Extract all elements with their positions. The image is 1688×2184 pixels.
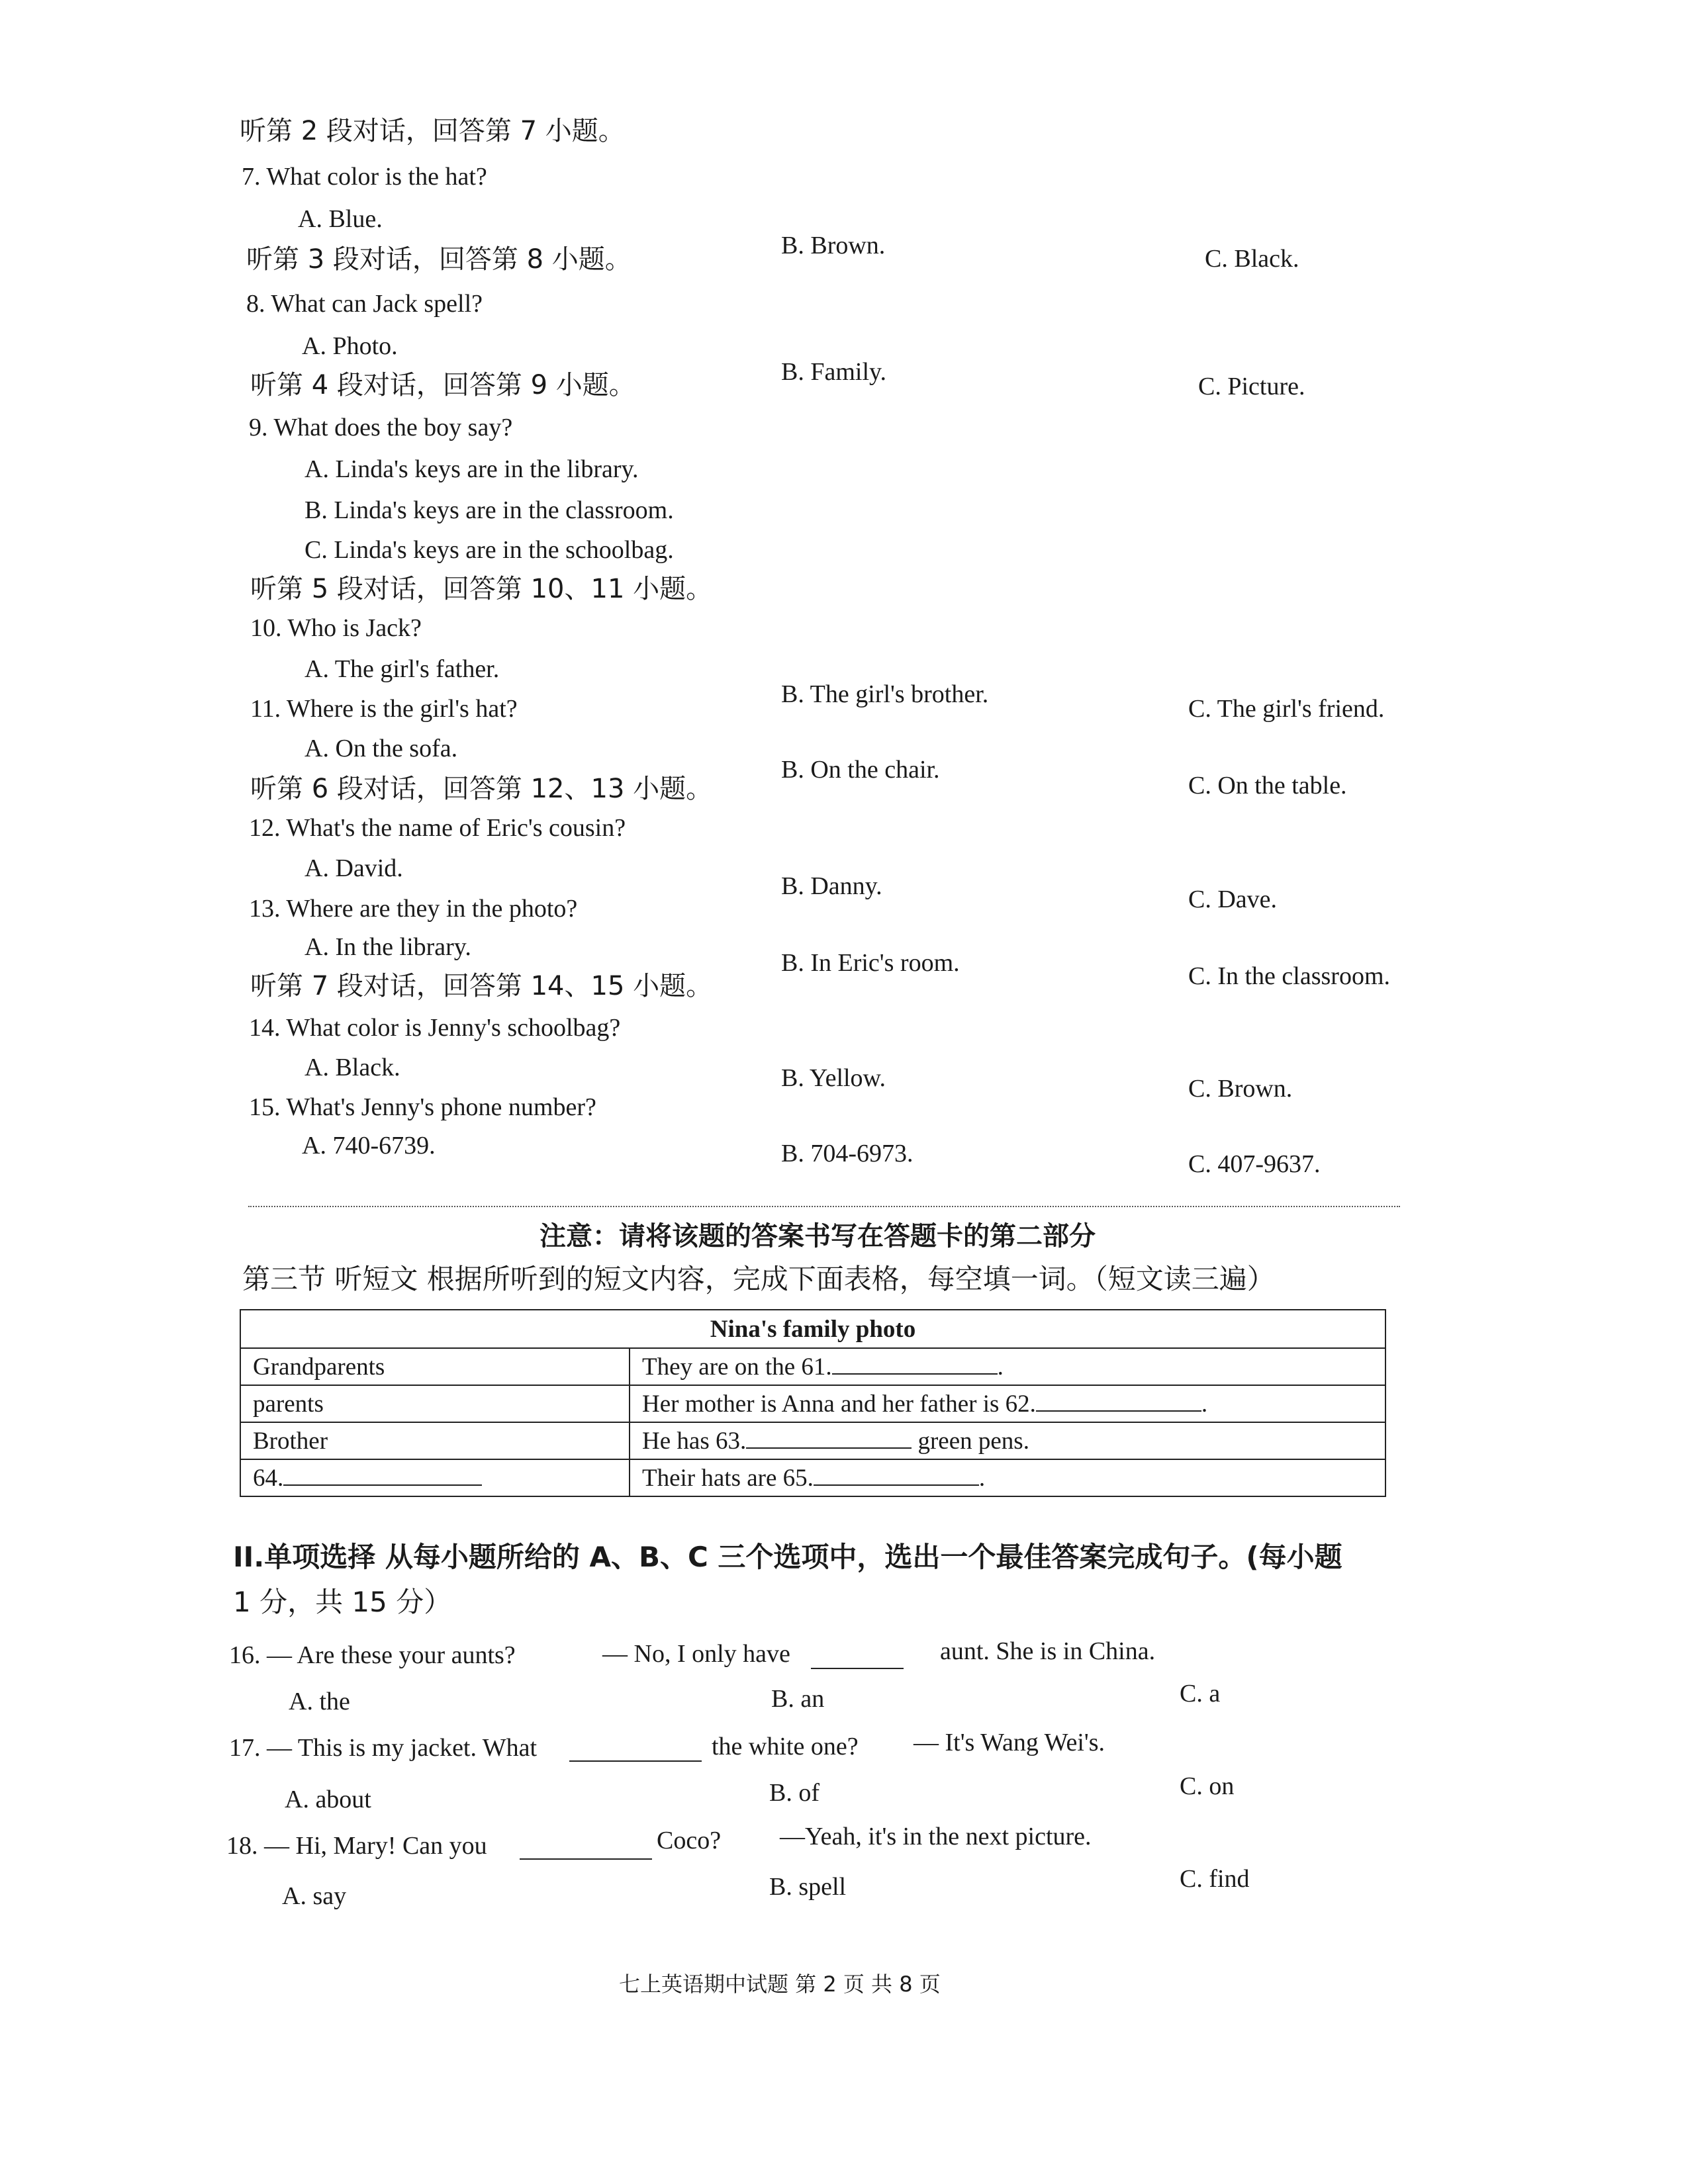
q10-option-a: A. The girl's father. [305,655,500,683]
row-text: Their hats are 65. [642,1464,814,1492]
q14-option-b: B. Yellow. [781,1064,886,1092]
blank-64[interactable] [283,1465,482,1486]
q12-option-b: B. Danny. [781,872,882,900]
q16-option-c: C. a [1180,1680,1221,1707]
row-text-pre: He has 63. [642,1427,747,1455]
dialogue-3-instruction: 听第 3 段对话，回答第 8 小题。 [246,244,632,275]
q16-option-a: A. the [289,1688,350,1715]
question-11: 11. Where is the girl's hat? [250,695,518,723]
part-2-heading-cont: 1 分，共 15 分） [233,1586,452,1618]
question-18: 18. — Hi, Mary! Can you [226,1832,487,1860]
question-15: 15. What's Jenny's phone number? [249,1093,596,1121]
q9-option-c: C. Linda's keys are in the schoolbag. [305,536,674,564]
q17-option-b: B. of [769,1779,820,1807]
dialogue-2-instruction: 听第 2 段对话，回答第 7 小题。 [240,116,625,146]
question-13: 13. Where are they in the photo? [249,895,578,923]
table-row [240,1459,1385,1496]
section-divider [248,1206,1400,1207]
q10-option-b: B. The girl's brother. [781,680,989,708]
q9-option-a: A. Linda's keys are in the library. [305,455,639,483]
question-17: 17. — This is my jacket. What [229,1734,538,1762]
q12-option-c: C. Dave. [1188,886,1278,913]
q15-option-a: A. 740-6739. [302,1132,436,1160]
row-label [240,1459,630,1496]
row-label: Grandparents [240,1348,630,1385]
q18-option-c: C. find [1180,1865,1250,1893]
q11-option-c: C. On the table. [1188,772,1347,799]
q14-option-a: A. Black. [305,1054,400,1081]
question-14: 14. What color is Jenny's schoolbag? [249,1014,621,1042]
dialogue-6-instruction: 听第 6 段对话，回答第 12、13 小题。 [250,774,713,804]
row-content: They are on the 61. . [630,1348,1385,1385]
q18-option-b: B. spell [769,1873,847,1901]
row-text: Her mother is Anna and her father is 62. [642,1390,1036,1418]
q7-option-b: B. Brown. [781,232,886,259]
q9-option-b: B. Linda's keys are in the classroom. [305,496,674,524]
page-footer: 七上英语期中试题 第 2 页 共 8 页 [619,1972,941,1997]
row-content: Their hats are 65. . [630,1459,1385,1496]
table-title: Nina's family photo [240,1310,1385,1348]
q17-option-c: C. on [1180,1772,1235,1800]
row-label: Brother [240,1422,630,1459]
q18-tail: —Yeah, it's in the next picture. [780,1823,1092,1850]
answer-card-note: 注意：请将该题的答案书写在答题卡的第二部分 [539,1221,1096,1251]
table-row [240,1385,1385,1422]
row-content [630,1422,1385,1459]
q13-option-b: B. In Eric's room. [781,949,960,977]
part-2-heading: II.单项选择 从每小题所给的 A、B、C 三个选项中，选出一个最佳答案完成句子。(每小题 [233,1541,1342,1573]
q10-option-c: C. The girl's friend. [1188,695,1385,723]
question-16: 16. — Are these your aunts? [229,1641,516,1669]
q14-option-c: C. Brown. [1188,1075,1293,1103]
q16-option-b: B. an [771,1685,825,1713]
table-row [240,1422,1385,1459]
q17-tail: — It's Wang Wei's. [914,1729,1105,1756]
dialogue-4-instruction: 听第 4 段对话，回答第 9 小题。 [250,370,635,400]
question-7: 7. What color is the hat? [242,163,487,191]
blank-16[interactable] [811,1648,904,1669]
q16-mid: — No, I only have [602,1640,790,1668]
table-row [240,1348,1385,1385]
blank-17[interactable] [569,1741,702,1762]
q13-option-c: C. In the classroom. [1188,962,1391,990]
q7-option-a: A. Blue. [298,205,383,233]
q17-option-a: A. about [285,1786,371,1813]
q8-option-a: A. Photo. [302,332,398,360]
row-text: They are on the 61. [642,1353,832,1381]
dialogue-5-instruction: 听第 5 段对话，回答第 10、11 小题。 [250,574,713,604]
q16-tail: aunt. She is in China. [940,1637,1156,1665]
row-content: Her mother is Anna and her father is 62. . [630,1385,1385,1422]
q15-option-b: B. 704-6973. [781,1140,914,1167]
blank-18[interactable] [520,1839,652,1860]
q7-option-c: C. Black. [1205,245,1299,273]
dialogue-7-instruction: 听第 7 段对话，回答第 14、15 小题。 [250,971,713,1001]
blank-64-label: 64. [253,1464,284,1492]
row-text-post: green pens. [917,1427,1029,1455]
question-12: 12. What's the name of Eric's cousin? [249,814,626,842]
blank-63[interactable] [746,1428,912,1449]
nina-family-table [240,1309,1386,1497]
row-label: parents [240,1385,630,1422]
q8-option-b: B. Family. [781,358,887,386]
question-9: 9. What does the boy say? [249,414,513,441]
blank-65[interactable] [814,1465,979,1486]
q13-option-a: A. In the library. [305,933,471,961]
q17-mid: the white one? [712,1733,859,1760]
q11-option-a: A. On the sofa. [305,735,458,762]
question-10: 10. Who is Jack? [250,614,422,642]
blank-61[interactable] [832,1353,998,1375]
blank-62[interactable] [1036,1390,1201,1412]
q18-mid: Coco? [657,1827,722,1854]
q15-option-c: C. 407-9637. [1188,1150,1321,1178]
q8-option-c: C. Picture. [1198,373,1305,400]
section-3-heading: 第三节 听短文 根据所听到的短文内容，完成下面表格，每空填一词。（短文读三遍） [242,1263,1275,1295]
q18-option-a: A. say [282,1882,347,1910]
q12-option-a: A. David. [305,854,403,882]
question-8: 8. What can Jack spell? [246,290,483,318]
q11-option-b: B. On the chair. [781,756,940,784]
